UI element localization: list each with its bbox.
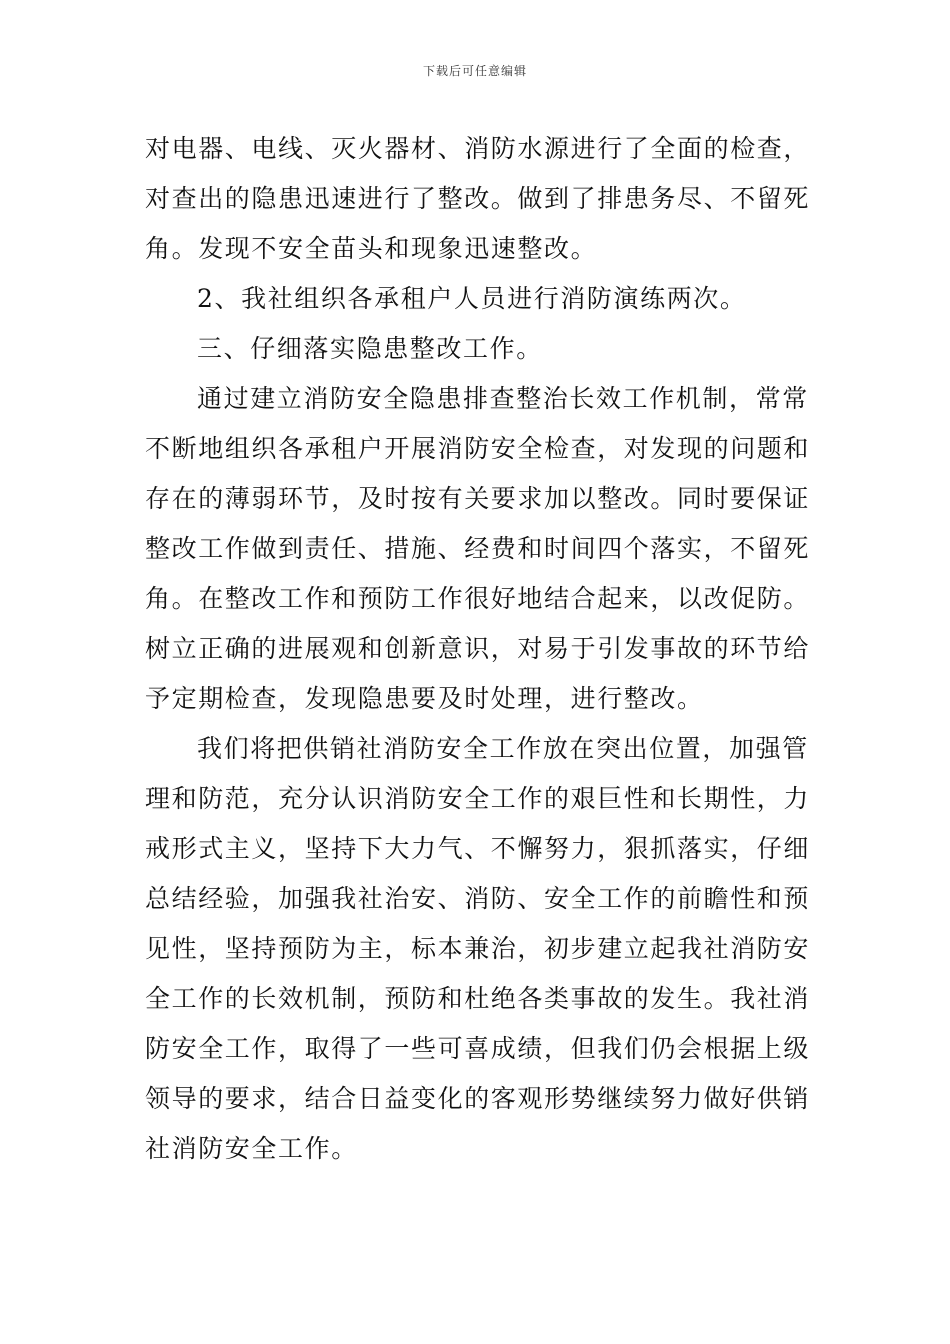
text-line: 2、我社组织各承租户人员进行消防演练两次。 xyxy=(197,284,747,313)
text-line: 角。在整改工作和预防工作很好地结合起来，以改促防。 xyxy=(145,584,811,613)
page-header: 下载后可任意编辑 xyxy=(422,64,527,78)
text-line: 见性，坚持预防为主，标本兼治，初步建立起我社消防安 xyxy=(145,934,811,963)
text-line: 存在的薄弱环节，及时按有关要求加以整改。同时要保证 xyxy=(145,484,811,513)
text-line: 树立正确的进展观和创新意识，对易于引发事故的环节给 xyxy=(145,634,811,663)
text-line: 整改工作做到责任、措施、经费和时间四个落实，不留死 xyxy=(145,534,811,563)
text-line: 全工作的长效机制，预防和杜绝各类事故的发生。我社消 xyxy=(145,984,811,1013)
section-heading: 三、仔细落实隐患整改工作。 xyxy=(197,334,543,363)
text-line: 对电器、电线、灭火器材、消防水源进行了全面的检查， xyxy=(145,134,811,163)
text-line: 理和防范，充分认识消防安全工作的艰巨性和长期性，力 xyxy=(145,784,811,813)
text-line: 总结经验，加强我社治安、消防、安全工作的前瞻性和预 xyxy=(145,884,811,913)
text-line: 我们将把供销社消防安全工作放在突出位置，加强管 xyxy=(197,734,809,763)
text-line: 通过建立消防安全隐患排查整治长效工作机制，常常 xyxy=(197,384,809,413)
text-line: 防安全工作，取得了一些可喜成绩，但我们仍会根据上级 xyxy=(145,1034,811,1063)
text-line: 不断地组织各承租户开展消防安全检查，对发现的问题和 xyxy=(145,434,811,463)
text-line: 领导的要求，结合日益变化的客观形势继续努力做好供销 xyxy=(145,1084,811,1113)
text-line: 戒形式主义，坚持下大力气、不懈努力，狠抓落实，仔细 xyxy=(145,834,811,863)
text-line: 对查出的隐患迅速进行了整改。做到了排患务尽、不留死 xyxy=(145,184,811,213)
text-line: 予定期检查，发现隐患要及时处理，进行整改。 xyxy=(145,684,704,713)
document-body xyxy=(145,124,811,1174)
text-line: 角。发现不安全苗头和现象迅速整改。 xyxy=(145,234,598,263)
text-line: 社消防安全工作。 xyxy=(145,1134,358,1163)
